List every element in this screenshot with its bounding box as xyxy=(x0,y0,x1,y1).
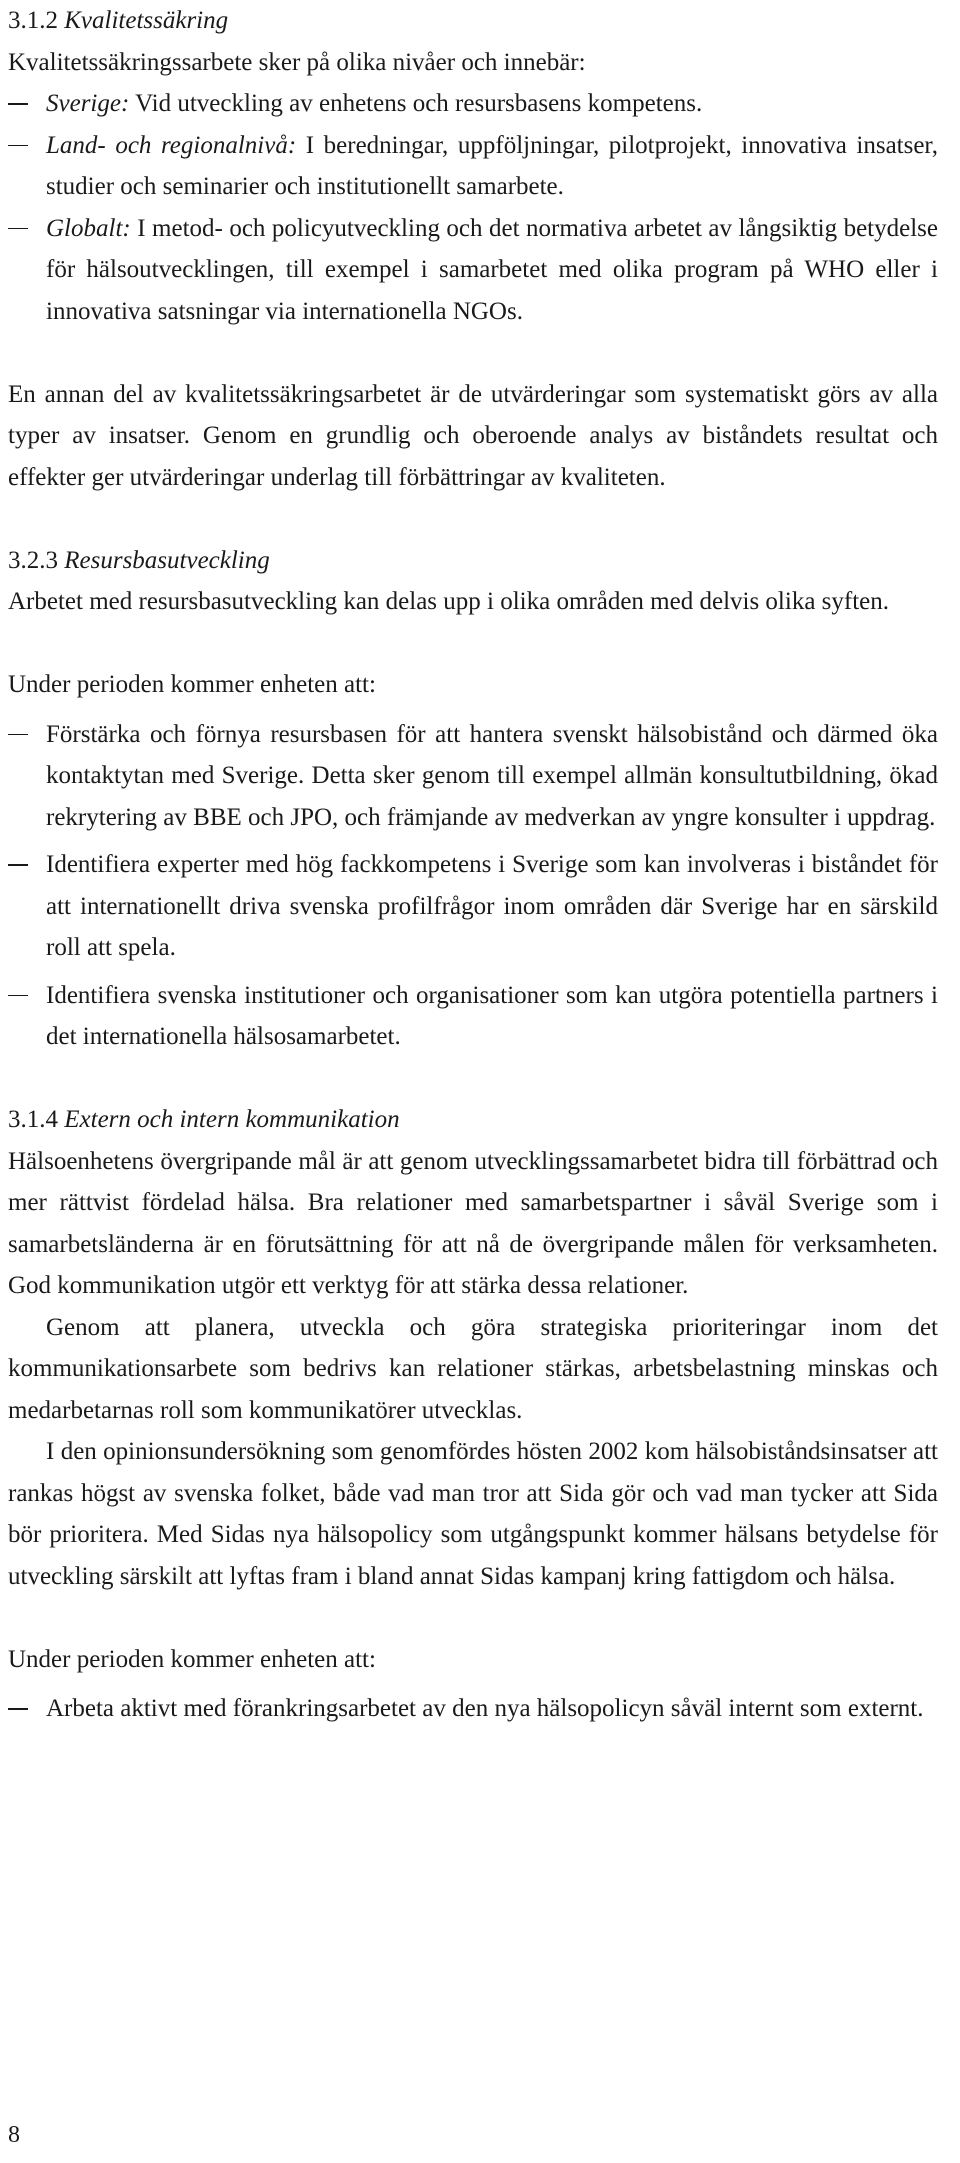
list-item-text: Vid utveckling av enhetens och resursbasens kompetens. xyxy=(135,90,703,117)
list-item-text: Arbeta aktivt med förankringsarbetet av den nya hälsopolicyn såväl internt som externt. xyxy=(46,1695,924,1722)
list-item xyxy=(8,844,938,969)
document-page xyxy=(8,0,938,1730)
page-number: 8 xyxy=(8,2122,20,2148)
list-item-text: I beredningar, uppföljningar, pilotprojekt, innovativa insatser, studier och seminarier och institutionellt samarbete. xyxy=(46,131,939,200)
resource-goals-list xyxy=(8,714,938,1058)
list-item-lead: Globalt: xyxy=(46,214,131,242)
section-title: Kvalitetssäkring xyxy=(64,7,229,34)
section-title: Extern och intern kommunikation xyxy=(64,1106,400,1133)
body-paragraph: En annan del av kvalitetssäkringsarbetet är de utvärderingar som systematiskt görs av alla typer av insatser. Genom en grundlig och oberoende analys av biståndets resultat och effekter ger utvärderingar underlag till förbättringar av kvaliteten. xyxy=(8,380,938,491)
section-heading-resursbasutveckling xyxy=(8,540,938,582)
section-number: 3.2.3 xyxy=(8,546,58,574)
dash-bullet xyxy=(8,103,28,105)
list-item xyxy=(8,1688,938,1730)
body-paragraph: I den opinionsundersökning som genomfördes hösten 2002 kom hälsobiståndsinsatser att rankas högst av svenska folket, både vad man tror att Sida gör och vad man tycker att Sida bör prioritera. Med Sidas nya hälsopolicy som utgångspunkt kommer hälsans betydelse för utveckling särskilt att lyftas fram i bland annat Sidas kampanj kring fattigdom och hälsa. xyxy=(8,1438,938,1590)
section-intro: Arbetet med resursbasutveckling kan delas upp i olika områden med delvis olika syften. xyxy=(8,588,890,615)
list-item xyxy=(8,975,938,1058)
list-item xyxy=(8,83,938,125)
subheading: Under perioden kommer enheten att: xyxy=(8,1645,376,1673)
list-item-text: Förstärka och förnya resursbasen för att hantera svenskt hälsobistånd och därmed öka kontaktytan med Sverige. Detta sker genom till exempel allmän konsultutbildning, ökad rekrytering av BBE och JPO, och främjande av medverkan av yngre konsulter i uppdrag. xyxy=(46,720,938,831)
dash-bullet xyxy=(8,228,28,230)
list-item xyxy=(8,714,938,839)
dash-bullet xyxy=(8,1708,28,1710)
section-number: 3.1.2 xyxy=(8,7,58,34)
list-item-text: Identifiera svenska institutioner och organisationer som kan utgöra potentiella partners i det internationella hälsosamarbetet. xyxy=(46,981,938,1050)
quality-levels-list xyxy=(8,83,938,332)
dash-bullet xyxy=(8,864,28,866)
list-item xyxy=(8,208,938,333)
section-intro: Kvalitetssäkringssarbete sker på olika nivåer och innebär: xyxy=(8,48,586,76)
section-number: 3.1.4 xyxy=(8,1106,58,1133)
communication-goals-list xyxy=(8,1688,938,1730)
section-title: Resursbasutveckling xyxy=(64,546,270,574)
dash-bullet xyxy=(8,145,28,147)
dash-bullet xyxy=(8,734,28,736)
body-paragraph: Genom att planera, utveckla och göra strategiska prioriteringar inom det kommunikationsarbete som bedrivs kan relationer stärkas, arbetsbelastning minskas och medarbetarnas roll som kommunikatörer utvecklas. xyxy=(8,1313,938,1424)
dash-bullet xyxy=(8,995,28,997)
section-heading-kvalitetssakring xyxy=(8,0,938,42)
subheading: Under perioden kommer enheten att: xyxy=(8,671,376,698)
list-item-text: I metod- och policyutveckling och det normativa arbetet av långsiktig betydelse för hälsoutvecklingen, till exempel i samarbetet med olika program på WHO eller i innovativa satsningar via internationella NGOs. xyxy=(46,214,938,325)
list-item-lead: Sverige: xyxy=(46,90,130,117)
list-item-text: Identifiera experter med hög fackkompetens i Sverige som kan involveras i biståndet för att internationellt driva svenska profilfrågor inom områden där Sverige har en särskild roll att spela. xyxy=(46,851,938,961)
list-item xyxy=(8,125,938,208)
list-item-lead: Land- och regionalnivå: xyxy=(46,131,297,159)
section-heading-kommunikation xyxy=(8,1099,938,1141)
body-paragraph: Hälsoenhetens övergripande mål är att genom utvecklingssamarbetet bidra till förbättrad och mer rättvist fördelad hälsa. Bra relationer med samarbetspartner i såväl Sverige som i samarbetsländerna är en förutsättning för att nå de övergripande målen för verksamheten. God kommunikation utgör ett verktyg för att stärka dessa relationer. xyxy=(8,1147,938,1299)
